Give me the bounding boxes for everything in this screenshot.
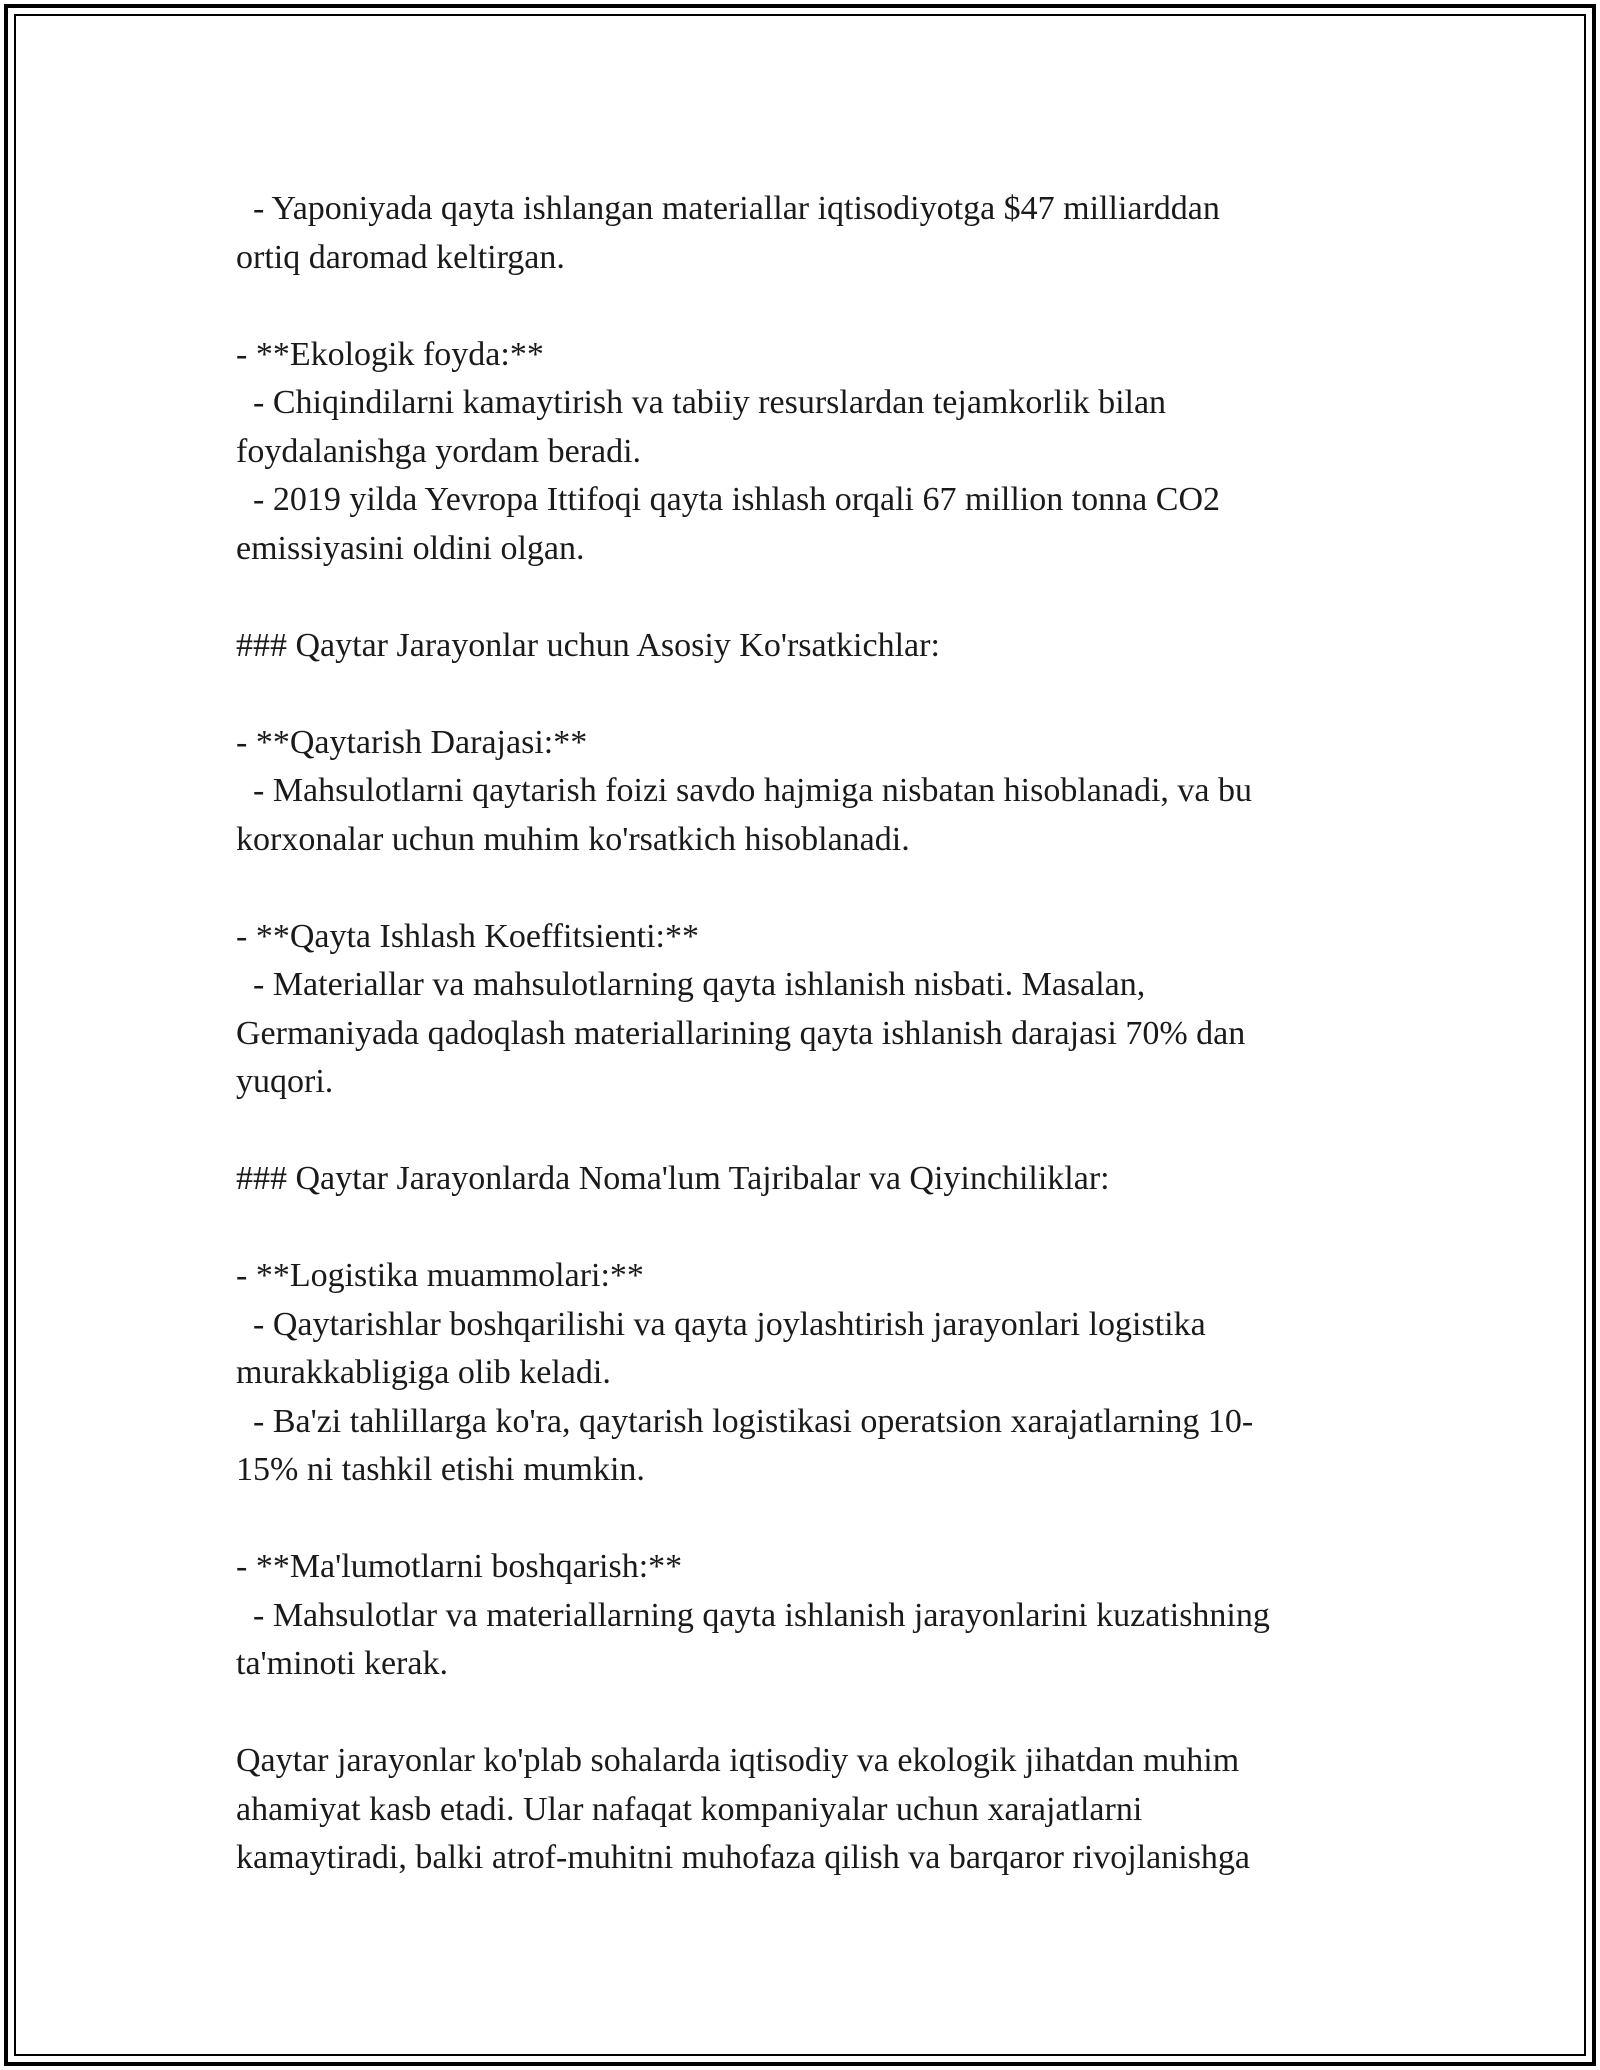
text-line: foydalanishga yordam beradi. [236,432,642,470]
text-line: murakkabligiga olib keladi. [236,1354,611,1391]
blank-line [236,1689,1366,1738]
text-line: 15% ni tashkil etishi mumkin. [236,1451,645,1488]
section-heading: ### Qaytar Jarayonlar uchun Asosiy Ko'rsatkichlar: [236,626,940,664]
text-line: korxonalar uchun muhim ko'rsatkich hisoblanadi. [236,820,910,858]
paragraph-line: ahamiyat kasb etadi. Ular nafaqat kompaniyalar uchun xarajatlarni [236,1790,1143,1828]
blank-line [236,1107,1366,1156]
paragraph-line: Qaytar jarayonlar ko'plab sohalarda iqtisodiy va ekologik jihatdan muhim [236,1742,1240,1779]
text-line: yuqori. [236,1063,334,1100]
bullet-heading: - **Qaytarish Darajasi:** [236,723,588,761]
text-line: - Mahsulotlar va materiallarning qayta ishlanish jarayonlarini kuzatishning [236,1596,1270,1634]
bullet-heading: - **Logistika muammolari:** [236,1257,644,1294]
blank-line [236,864,1366,913]
text-line: emissiyasini oldini olgan. [236,529,585,567]
text-line: - Materiallar va mahsulotlarning qayta ishlanish nisbati. Masalan, [236,966,1146,1003]
paragraph-line: kamaytiradi, balki atrof-muhitni muhofaza qilish va barqaror rivojlanishga [236,1839,1251,1876]
section-heading: ### Qaytar Jarayonlarda Noma'lum Tajribalar va Qiyinchiliklar: [236,1160,1110,1197]
text-line: ortiq daromad keltirgan. [236,238,565,276]
blank-line [236,1204,1366,1253]
bullet-heading: - **Ma'lumotlarni boshqarish:** [236,1548,683,1585]
blank-line [236,573,1366,622]
bullet-heading: - **Ekologik foyda:** [236,335,544,373]
text-line: Germaniyada qadoqlash materiallarining qayta ishlanish darajasi 70% dan [236,1014,1246,1052]
text-line: - Chiqindilarni kamaytirish va tabiiy resurslardan tejamkorlik bilan [236,384,1167,421]
text-line: - Qaytarishlar boshqarilishi va qayta joylashtirish jarayonlari logistika [236,1305,1206,1343]
text-line: - Yaponiyada qayta ishlangan materiallar iqtisodiyotga $47 milliarddan [236,190,1220,227]
text-line: - Mahsulotlarni qaytarish foizi savdo hajmiga nisbatan hisoblanadi, va bu [236,772,1252,809]
blank-line [236,282,1366,331]
text-line: - 2019 yilda Yevropa Ittifoqi qayta ishlash orqali 67 million tonna CO2 [236,481,1221,518]
blank-line [236,670,1366,719]
document-body [236,185,1366,1883]
bullet-heading: - **Qayta Ishlash Koeffitsienti:** [236,917,700,955]
text-line: ta'minoti kerak. [236,1645,448,1682]
blank-line [236,1495,1366,1544]
text-line: - Ba'zi tahlillarga ko'ra, qaytarish logistikasi operatsion xarajatlarning 10- [236,1402,1254,1440]
